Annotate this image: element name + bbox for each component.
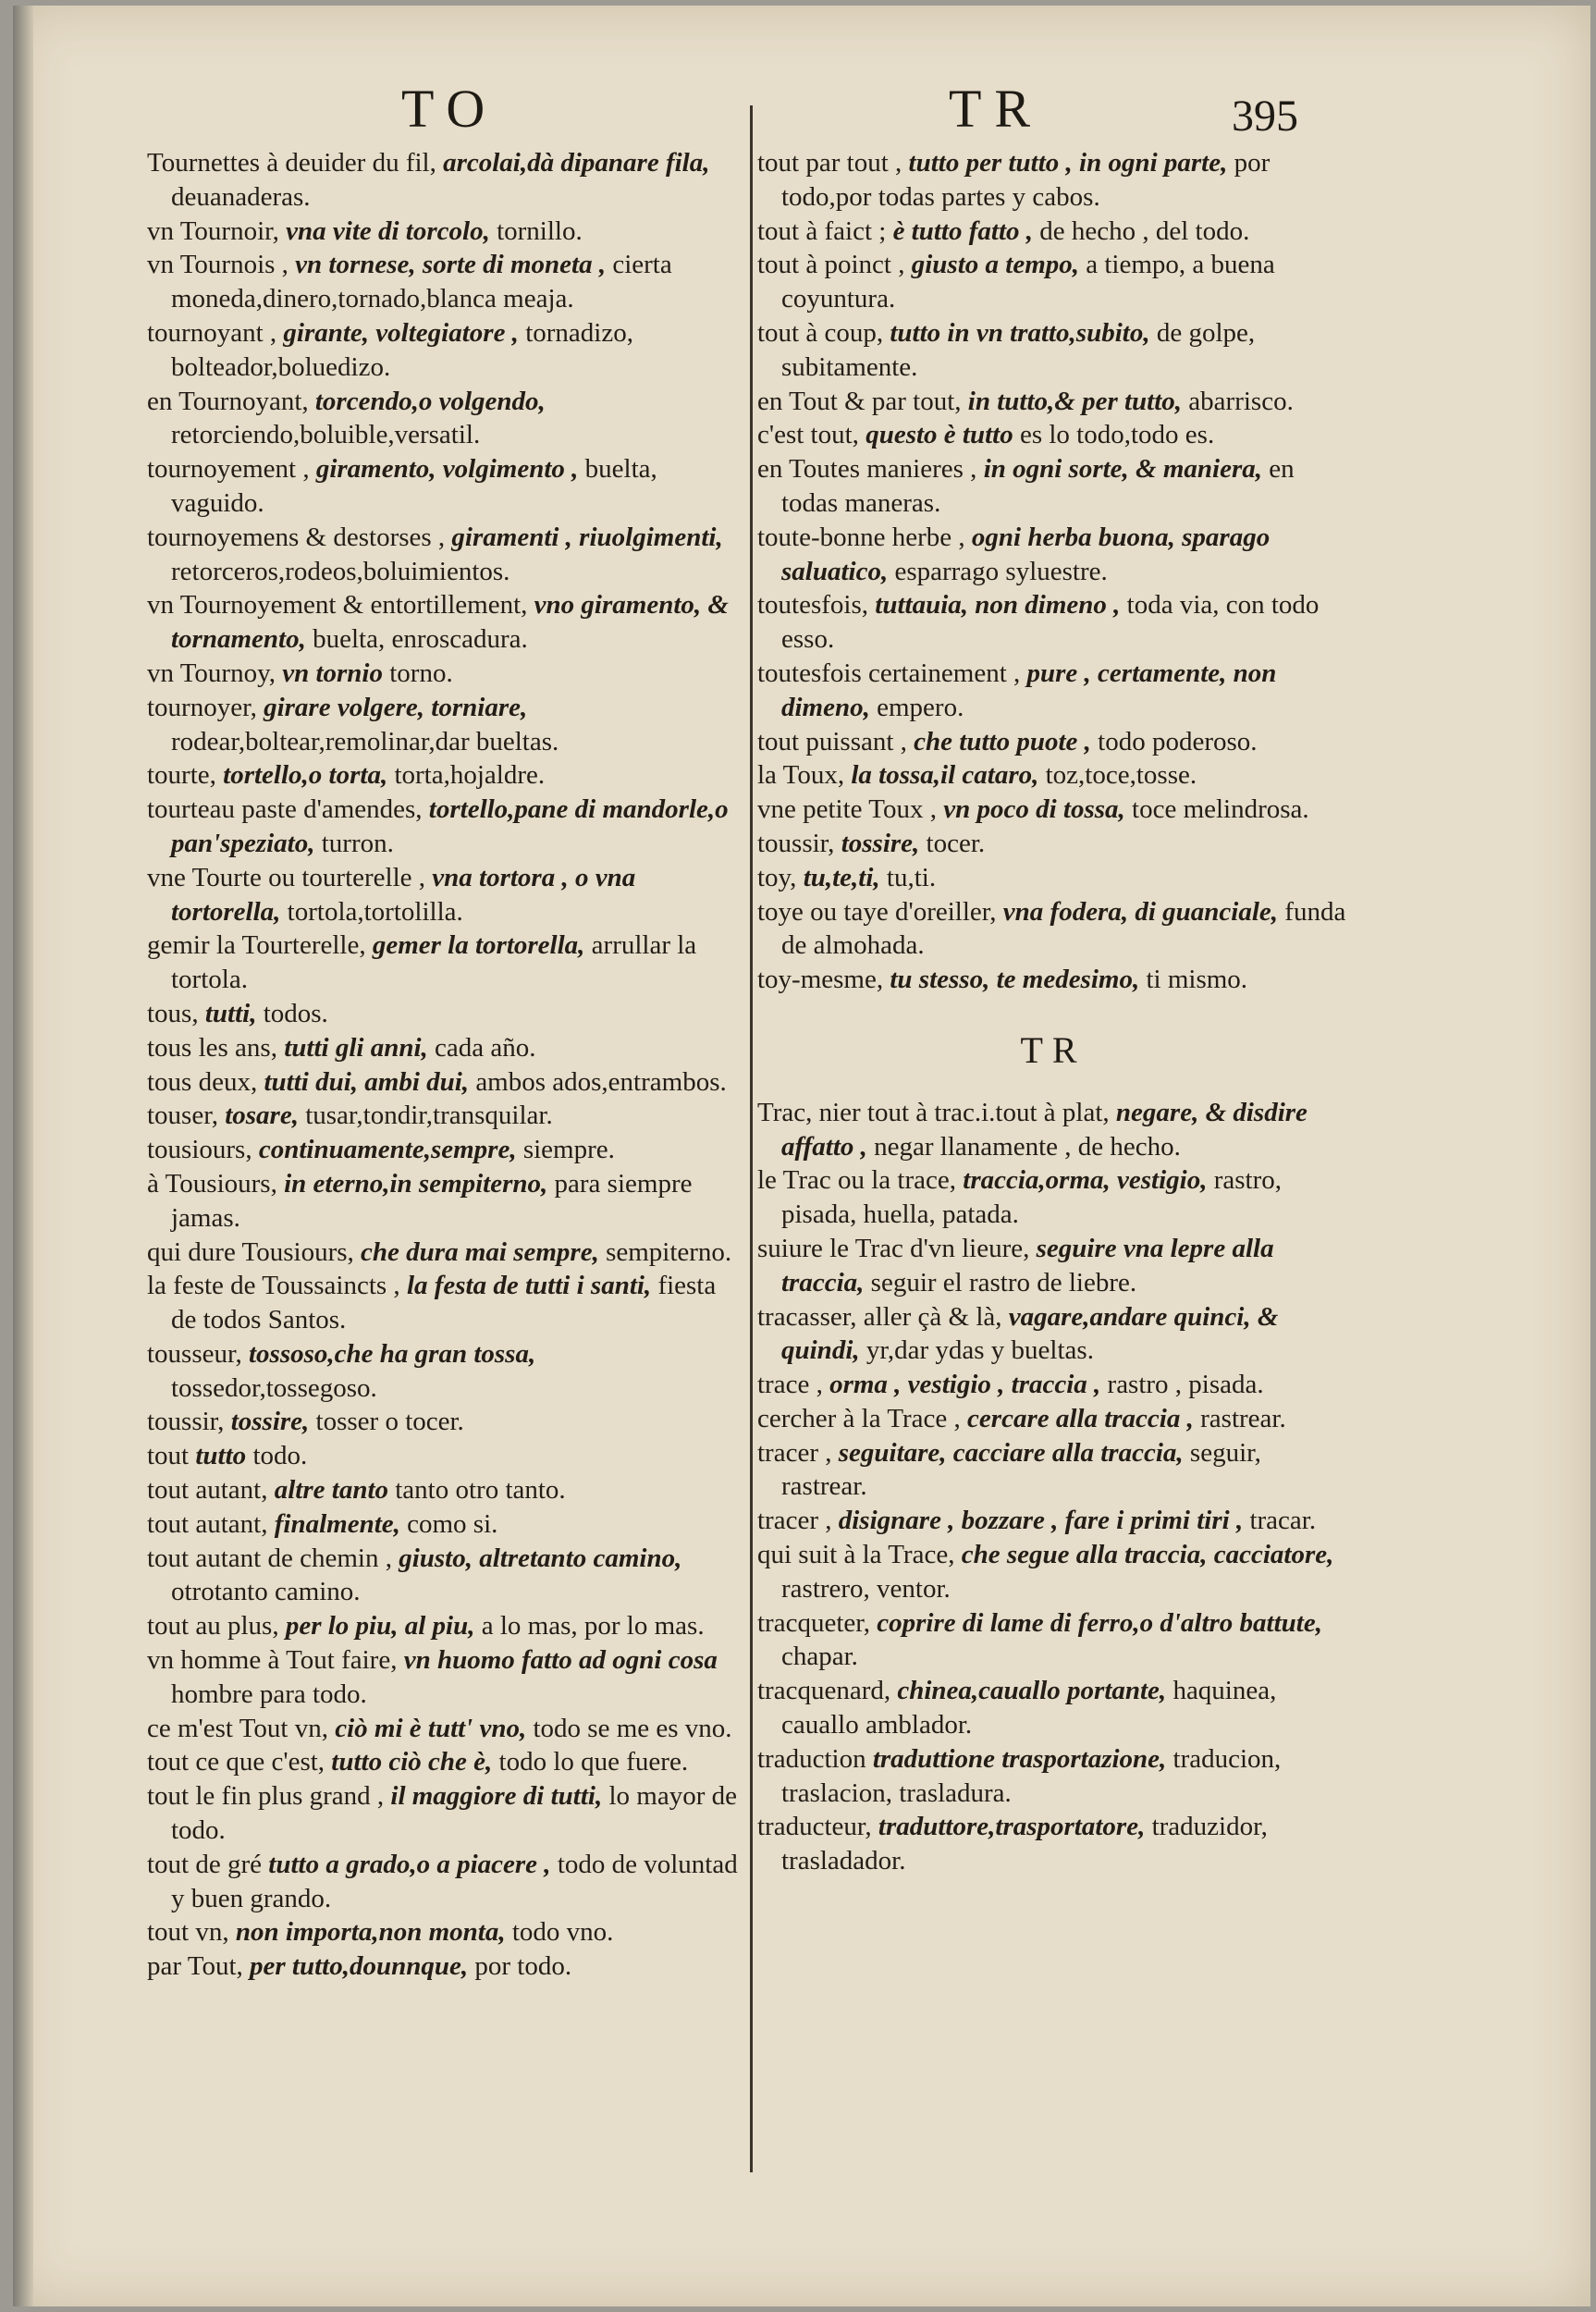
entry-italian-equivalent: che dura mai sempre, [361, 1236, 599, 1267]
dictionary-entry [757, 1096, 1349, 1164]
entry-italian-equivalent: tutti gli anni, [284, 1032, 428, 1063]
entry-spanish-equivalent: torta,hojaldre. [394, 760, 546, 791]
dictionary-entry [757, 895, 1349, 964]
dictionary-entry [757, 1163, 1349, 1232]
entry-french-headword: tout autant de chemin , [147, 1543, 392, 1573]
dictionary-entry [757, 146, 1349, 215]
entry-italian-equivalent: giusto a tempo, [911, 250, 1079, 280]
entry-french-headword: toutesfois certainement , [757, 658, 1021, 688]
entry-french-headword: tout par tout , [757, 148, 902, 178]
entry-spanish-equivalent: chapar. [781, 1642, 858, 1672]
page-number: 395 [1232, 92, 1298, 141]
entry-spanish-equivalent: seguir, rastrear. [781, 1437, 1261, 1502]
dictionary-entry [147, 1643, 743, 1712]
entry-french-headword: traducteur, [757, 1812, 872, 1842]
dictionary-entry [757, 1674, 1349, 1742]
entry-italian-equivalent: non importa,non monta, [235, 1917, 506, 1948]
page-binding-edge [13, 6, 33, 2306]
dictionary-entry [147, 1745, 743, 1779]
dictionary-entry [757, 521, 1349, 589]
entry-italian-equivalent: vn huomo fatto ad ogni cosa [403, 1645, 718, 1676]
dictionary-entry [147, 1712, 743, 1746]
left-column [147, 146, 743, 1984]
entry-french-headword: toussir, [757, 828, 835, 858]
entry-italian-equivalent: seguitare, cacciare alla traccia, [838, 1437, 1184, 1468]
entry-french-headword: toussir, [147, 1407, 225, 1437]
entry-french-headword: tout autant, [147, 1475, 268, 1506]
entry-italian-equivalent: girare volgere, torniare, [264, 692, 528, 722]
entry-french-headword: tous les ans, [147, 1032, 277, 1063]
entry-italian-equivalent: traduttore,trasportatore, [878, 1812, 1146, 1842]
dictionary-entry [147, 1167, 743, 1236]
entry-spanish-equivalent: todo lo que fuere. [498, 1747, 689, 1777]
entry-french-headword: tous, [147, 998, 199, 1028]
entry-spanish-equivalent: todo vno. [511, 1917, 614, 1948]
entry-french-headword: tous deux, [147, 1066, 258, 1097]
entry-french-headword: tout autant, [147, 1508, 268, 1539]
dictionary-entry [757, 418, 1349, 452]
dictionary-entry [147, 1439, 743, 1473]
entry-italian-equivalent: tutto a grado,o a piacere , [268, 1849, 551, 1879]
entry-spanish-equivalent: tortola,tortolilla. [287, 896, 463, 927]
entry-french-headword: traduction [757, 1743, 866, 1774]
entry-french-headword: tournoyer, [147, 692, 257, 722]
entry-french-headword: tousseur, [147, 1338, 242, 1369]
entry-italian-equivalent: ciò mi è tutt' vno, [335, 1713, 527, 1743]
entry-italian-equivalent: coprire di lame di ferro,o d'altro battute, [877, 1607, 1322, 1638]
entry-french-headword: tournoyement , [147, 454, 310, 485]
entry-french-headword: suiure le Trac d'vn lieure, [757, 1233, 1030, 1263]
entry-italian-equivalent: torcendo,o volgendo, [314, 386, 546, 416]
dictionary-entry [147, 1949, 743, 1984]
entry-french-headword: tout de gré [147, 1849, 263, 1879]
entry-spanish-equivalent: buelta, vaguido. [171, 454, 657, 518]
entry-french-headword: tournoyant , [147, 317, 277, 348]
entry-french-headword: tout [147, 1441, 190, 1471]
dictionary-entry [757, 588, 1349, 657]
entry-italian-equivalent: il maggiore di tutti, [390, 1781, 603, 1812]
dictionary-entry [147, 1848, 743, 1916]
entry-italian-equivalent: finalmente, [274, 1508, 400, 1539]
entry-french-headword: tourte, [147, 760, 216, 791]
entry-italian-equivalent: che tutto puote , [914, 726, 1091, 756]
entry-italian-equivalent: questo è tutto [866, 420, 1013, 450]
entry-spanish-equivalent: como si. [407, 1508, 498, 1539]
entry-spanish-equivalent: todo. [252, 1441, 308, 1471]
entry-spanish-equivalent: tusar,tondir,transquilar. [305, 1101, 553, 1131]
section-heading: TR [1020, 1028, 1087, 1071]
entry-spanish-equivalent: turron. [321, 828, 394, 858]
dictionary-entry [757, 1606, 1349, 1675]
entry-italian-equivalent: tossire, [230, 1407, 310, 1437]
entry-italian-equivalent: tutto in vn tratto,subito, [890, 317, 1150, 348]
entry-spanish-equivalent: cada año. [435, 1032, 536, 1063]
entry-spanish-equivalent: tornillo. [497, 215, 583, 246]
entry-french-headword: Tournettes à deuider du fil, [147, 148, 436, 178]
entry-french-headword: tracquenard, [757, 1676, 891, 1706]
entry-french-headword: touser, [147, 1101, 218, 1131]
entry-italian-equivalent: giramento, volgimento , [315, 454, 579, 485]
dictionary-entry [147, 1405, 743, 1439]
right-column-top-entries [757, 146, 1349, 997]
entry-french-headword: tracer , [757, 1437, 832, 1468]
entry-italian-equivalent: vna fodera, di guanciale, [1002, 896, 1279, 927]
dictionary-entry [147, 1542, 743, 1610]
entry-french-headword: tout puissant , [757, 726, 907, 756]
right-column [757, 146, 1349, 1878]
entry-spanish-equivalent: ambos ados,entrambos. [475, 1066, 727, 1097]
dictionary-entry [147, 1507, 743, 1542]
entry-french-headword: en Toutes manieres , [757, 454, 977, 485]
entry-french-headword: toye ou taye d'oreiller, [757, 896, 997, 927]
entry-french-headword: vn Tournois , [147, 250, 289, 280]
dictionary-entry [147, 1915, 743, 1949]
entry-italian-equivalent: tu stesso, te medesimo, [890, 965, 1140, 995]
entry-spanish-equivalent: de golpe, subitamente. [781, 317, 1256, 382]
entry-spanish-equivalent: retorciendo,boluible,versatil. [171, 420, 481, 450]
entry-spanish-equivalent: toce melindrosa. [1132, 794, 1309, 825]
entry-spanish-equivalent: es lo todo,todo es. [1019, 420, 1215, 450]
entry-spanish-equivalent: toz,toce,tosse. [1045, 760, 1197, 791]
dictionary-entry [147, 1236, 743, 1270]
dictionary-entry [147, 452, 743, 521]
entry-french-headword: tracer , [757, 1506, 832, 1536]
dictionary-entry [757, 1810, 1349, 1878]
entry-french-headword: toy-mesme, [757, 965, 884, 995]
entry-spanish-equivalent: a lo mas, por lo mas. [481, 1611, 705, 1642]
dictionary-entry [757, 1368, 1349, 1402]
entry-spanish-equivalent: retorceros,rodeos,boluimientos. [171, 556, 510, 586]
entry-french-headword: qui suit à la Trace, [757, 1540, 955, 1570]
entry-french-headword: gemir la Tourterelle, [147, 930, 366, 961]
entry-french-headword: le Trac ou la trace, [757, 1165, 957, 1196]
dictionary-entry [147, 997, 743, 1031]
dictionary-entry [147, 861, 743, 929]
entry-spanish-equivalent: tanto otro tanto. [395, 1475, 566, 1506]
entry-italian-equivalent: vn tornese, sorte di moneta , [295, 250, 607, 280]
entry-spanish-equivalent: buelta, enroscadura. [313, 624, 528, 655]
entry-spanish-equivalent: abarrisco. [1188, 386, 1294, 416]
entry-french-headword: tout le fin plus grand , [147, 1781, 385, 1812]
entry-italian-equivalent: tortello,o torta, [223, 760, 388, 791]
dictionary-page [13, 6, 1590, 2306]
entry-french-headword: la feste de Toussaincts , [147, 1271, 400, 1301]
entry-french-headword: vn Tournoir, [147, 215, 279, 246]
entry-italian-equivalent: tutti, [204, 998, 257, 1028]
entry-french-headword: tourteau paste d'amendes, [147, 794, 423, 825]
entry-french-headword: tracqueter, [757, 1607, 871, 1638]
entry-spanish-equivalent: tocer. [926, 828, 986, 858]
entry-spanish-equivalent: esparrago syluestre. [894, 556, 1108, 586]
entry-italian-equivalent: traduttione trasportazione, [872, 1743, 1167, 1774]
entry-italian-equivalent: vna tortora , o vna tortorella, [171, 862, 636, 927]
entry-spanish-equivalent: tosser o tocer. [315, 1407, 464, 1437]
dictionary-entry [147, 1031, 743, 1065]
dictionary-entry [147, 758, 743, 793]
dictionary-entry [147, 1779, 743, 1848]
entry-italian-equivalent: seguire vna lepre alla traccia, [781, 1233, 1274, 1297]
entry-italian-equivalent: tosare, [225, 1101, 299, 1131]
dictionary-entry [147, 1337, 743, 1406]
entry-italian-equivalent: altre tanto [274, 1475, 388, 1506]
entry-french-headword: trace , [757, 1370, 823, 1400]
entry-french-headword: tournoyemens & destorses , [147, 522, 446, 552]
dictionary-entry [147, 1099, 743, 1133]
dictionary-entry [757, 827, 1349, 861]
dictionary-entry [147, 385, 743, 453]
entry-italian-equivalent: giusto, altretanto camino, [399, 1543, 682, 1573]
entry-spanish-equivalent: para siempre jamas. [171, 1168, 693, 1233]
entry-french-headword: toy, [757, 862, 797, 892]
dictionary-entry [757, 215, 1349, 249]
right-column-bottom-entries [757, 1096, 1349, 1878]
entry-spanish-equivalent: hombre para todo. [171, 1679, 367, 1709]
entry-italian-equivalent: orma , vestigio , traccia , [829, 1370, 1101, 1400]
entry-french-headword: en Tournoyant, [147, 386, 309, 416]
entry-french-headword: par Tout, [147, 1951, 243, 1982]
dictionary-entry [757, 1742, 1349, 1811]
dictionary-entry [147, 1133, 743, 1167]
entry-spanish-equivalent: tornadizo, bolteador,boluedizo. [171, 317, 633, 382]
entry-italian-equivalent: giramenti , riuolgimenti, [451, 522, 723, 552]
entry-spanish-equivalent: haquinea, cauallo amblador. [781, 1676, 1277, 1740]
entry-italian-equivalent: chinea,cauallo portante, [897, 1676, 1167, 1706]
entry-italian-equivalent: disignare , bozzare , fare i primi tiri , [838, 1506, 1244, 1536]
dictionary-entry [757, 861, 1349, 895]
entry-french-headword: ce m'est Tout vn, [147, 1713, 328, 1743]
entry-spanish-equivalent: yr,dar ydas y bueltas. [866, 1335, 1094, 1366]
entry-spanish-equivalent: todo se me es vno. [533, 1713, 732, 1743]
entry-french-headword: c'est tout, [757, 420, 859, 450]
entry-italian-equivalent: pure , certamente, non dimeno, [781, 658, 1277, 722]
entry-french-headword: vne petite Toux , [757, 794, 937, 825]
entry-spanish-equivalent: por todo,por todas partes y cabos. [781, 148, 1271, 212]
entry-italian-equivalent: vno giramento, & tornamento, [171, 590, 729, 655]
entry-italian-equivalent: la festa de tutti i santi, [406, 1271, 652, 1301]
entry-spanish-equivalent: lo mayor de todo. [171, 1781, 737, 1846]
entry-spanish-equivalent: rastrear. [1200, 1403, 1286, 1433]
entry-italian-equivalent: vn tornio [282, 658, 383, 688]
entry-french-headword: toute-bonne herbe , [757, 522, 965, 552]
entry-french-headword: tracasser, aller çà & là, [757, 1301, 1002, 1332]
entry-french-headword: Trac, nier tout à trac.i.tout à plat, [757, 1097, 1110, 1127]
dictionary-entry [147, 1065, 743, 1100]
entry-spanish-equivalent: sempiterno. [606, 1236, 732, 1267]
entry-spanish-equivalent: fiesta de todos Santos. [171, 1271, 717, 1335]
entry-french-headword: en Tout & par tout, [757, 386, 962, 416]
dictionary-entry [147, 521, 743, 589]
entry-italian-equivalent: arcolai,dà dipanare fila, [443, 148, 710, 178]
entry-italian-equivalent: vna vite di torcolo, [286, 215, 490, 246]
entry-spanish-equivalent: seguir el rastro de liebre. [870, 1267, 1137, 1297]
entry-italian-equivalent: vn poco di tossa, [943, 794, 1125, 825]
dictionary-entry [757, 758, 1349, 793]
entry-italian-equivalent: tutto per tutto , in ogni parte, [908, 148, 1228, 178]
entry-spanish-equivalent: ti mismo. [1146, 965, 1248, 995]
dictionary-entry [757, 1232, 1349, 1300]
entry-spanish-equivalent: empero. [877, 692, 964, 722]
entry-spanish-equivalent: rastrero, ventor. [781, 1573, 951, 1604]
dictionary-entry [147, 657, 743, 691]
dictionary-entry [147, 793, 743, 861]
entry-spanish-equivalent: rastro , pisada. [1107, 1370, 1264, 1400]
entry-spanish-equivalent: de hecho , del todo. [1039, 215, 1250, 246]
entry-spanish-equivalent: tracar. [1249, 1506, 1317, 1536]
entry-italian-equivalent: in tutto,& per tutto, [967, 386, 1183, 416]
entry-italian-equivalent: tu,te,ti, [803, 862, 880, 892]
entry-spanish-equivalent: cierta moneda,dinero,tornado,blanca meaja. [171, 250, 672, 314]
entry-french-headword: toutesfois, [757, 590, 869, 621]
entry-italian-equivalent: in ogni sorte, & maniera, [983, 454, 1263, 485]
entry-italian-equivalent: negare, & disdire affatto , [781, 1097, 1307, 1162]
entry-spanish-equivalent: deuanaderas. [171, 181, 311, 212]
entry-italian-equivalent: tutti dui, ambi dui, [264, 1066, 470, 1097]
entry-french-headword: tout vn, [147, 1917, 229, 1948]
entry-spanish-equivalent: negar llanamente , de hecho. [874, 1131, 1181, 1162]
entry-italian-equivalent: in eterno,in sempiterno, [284, 1168, 548, 1199]
entry-spanish-equivalent: a tiempo, a buena coyuntura. [781, 250, 1275, 314]
entry-french-headword: tout ce que c'est, [147, 1747, 325, 1777]
entry-italian-equivalent: che segue alla traccia, cacciatore, [961, 1540, 1334, 1570]
dictionary-entry [147, 588, 743, 657]
entry-italian-equivalent: vagare,andare quinci, & quindi, [781, 1301, 1279, 1366]
entry-spanish-equivalent: siempre. [522, 1135, 615, 1165]
entry-spanish-equivalent: todo de voluntad y buen grando. [171, 1849, 738, 1913]
entry-spanish-equivalent: traduzidor, trasladador. [781, 1812, 1268, 1876]
entry-spanish-equivalent: todos. [263, 998, 328, 1028]
entry-italian-equivalent: continuamente,sempre, [258, 1135, 517, 1165]
column-divider [750, 105, 753, 2172]
entry-spanish-equivalent: tu,ti. [886, 862, 937, 892]
dictionary-entry [757, 793, 1349, 827]
entry-spanish-equivalent: toda via, con todo esso. [781, 590, 1320, 655]
dictionary-entry [147, 215, 743, 249]
dictionary-entry [147, 1473, 743, 1507]
dictionary-entry [757, 248, 1349, 316]
entry-italian-equivalent: ogni herba buona, sparago saluatico, [781, 522, 1271, 586]
entry-french-headword: tousiours, [147, 1135, 252, 1165]
dictionary-entry [757, 1300, 1349, 1369]
entry-italian-equivalent: tossoso,che ha gran tossa, [249, 1338, 536, 1369]
dictionary-entry [757, 963, 1349, 997]
dictionary-entry [757, 1538, 1349, 1606]
entry-spanish-equivalent: rodear,boltear,remolinar,dar bueltas. [171, 726, 559, 756]
entry-italian-equivalent: tutto [195, 1441, 247, 1471]
dictionary-entry [147, 316, 743, 385]
entry-italian-equivalent: tortello,pane di mandorle,o pan'speziato, [171, 794, 729, 858]
entry-french-headword: vn Tournoyement & entortillement, [147, 590, 528, 621]
entry-french-headword: tout à poinct , [757, 250, 905, 280]
dictionary-entry [147, 928, 743, 997]
dictionary-entry [757, 452, 1349, 521]
entry-spanish-equivalent: todo poderoso. [1098, 726, 1258, 756]
entry-spanish-equivalent: funda de almohada. [781, 896, 1346, 961]
dictionary-entry [147, 146, 743, 215]
entry-italian-equivalent: cercare alla traccia , [967, 1403, 1194, 1433]
entry-french-headword: vne Tourte ou tourterelle , [147, 862, 426, 892]
entry-spanish-equivalent: otrotanto camino. [171, 1577, 361, 1607]
entry-french-headword: la Toux, [757, 760, 845, 791]
entry-italian-equivalent: per lo piu, al piu, [285, 1611, 475, 1642]
dictionary-entry [147, 691, 743, 759]
dictionary-entry [757, 657, 1349, 725]
entry-italian-equivalent: tutto ciò che è, [331, 1747, 493, 1777]
entry-french-headword: cercher à la Trace , [757, 1403, 961, 1433]
entry-italian-equivalent: è tutto fatto , [892, 215, 1034, 246]
dictionary-entry [147, 1269, 743, 1337]
entry-italian-equivalent: tuttauia, non dimeno , [875, 590, 1121, 621]
entry-french-headword: tout au plus, [147, 1611, 279, 1642]
dictionary-entry [757, 725, 1349, 759]
entry-spanish-equivalent: por todo. [474, 1951, 572, 1982]
entry-italian-equivalent: per tutto,dounnque, [250, 1951, 469, 1982]
entry-french-headword: tout à coup, [757, 317, 884, 348]
entry-italian-equivalent: gemer la tortorella, [372, 930, 585, 961]
entry-spanish-equivalent: arrullar la tortola. [171, 930, 697, 995]
entry-spanish-equivalent: rastro, pisada, huella, patada. [781, 1165, 1282, 1230]
entry-french-headword: qui dure Tousiours, [147, 1236, 354, 1267]
entry-spanish-equivalent: traducion, traslacion, trasladura. [781, 1743, 1282, 1808]
dictionary-entry [757, 316, 1349, 385]
entry-french-headword: tout à faict ; [757, 215, 887, 246]
entry-italian-equivalent: tossire, [841, 828, 920, 858]
dictionary-entry [757, 1436, 1349, 1505]
entry-french-headword: vn homme à Tout faire, [147, 1645, 398, 1676]
dictionary-entry [757, 1504, 1349, 1538]
dictionary-entry [757, 385, 1349, 419]
entry-french-headword: à Tousiours, [147, 1168, 277, 1199]
entry-italian-equivalent: la tossa,il cataro, [851, 760, 1039, 791]
running-head-left: TO [401, 79, 498, 139]
running-head-right: TR [949, 79, 1044, 139]
entry-french-headword: vn Tournoy, [147, 658, 276, 688]
dictionary-entry [147, 248, 743, 316]
entry-spanish-equivalent: tossedor,tossegoso. [171, 1372, 377, 1403]
dictionary-entry [147, 1609, 743, 1643]
entry-spanish-equivalent: en todas maneras. [781, 454, 1295, 518]
entry-italian-equivalent: girante, voltegiatore , [283, 317, 519, 348]
dictionary-entry [757, 1402, 1349, 1436]
entry-italian-equivalent: traccia,orma, vestigio, [963, 1165, 1208, 1196]
entry-spanish-equivalent: torno. [389, 658, 453, 688]
